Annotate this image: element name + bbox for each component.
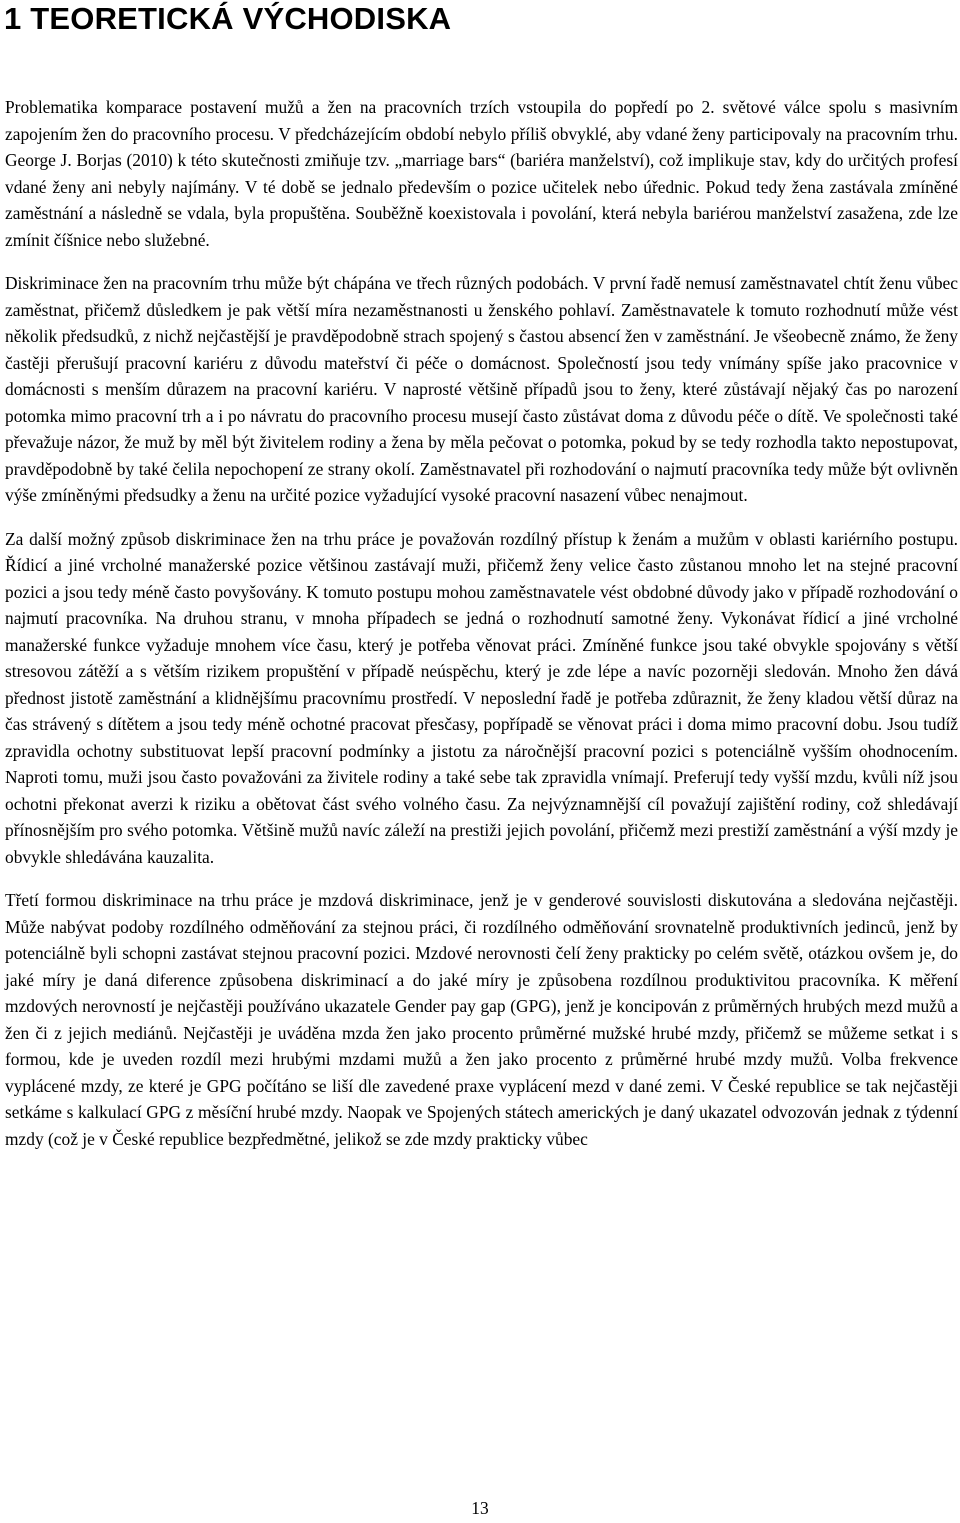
chapter-heading: 1 TEORETICKÁ VÝCHODISKA <box>4 1 452 36</box>
paragraph-intro: Problematika komparace postavení mužů a žen na pracovních trzích vstoupila do popředí po 2. světové válce spolu s masivním zapojením žen do pracovního procesu. V předcházejícím období nebylo příliš obvyklé, aby vdané ženy participovaly na pracovním trhu. George J. Borjas (2010) k této skutečnosti zmiňuje tzv. „marriage bars“ (bariéra manželství), což implikuje stav, kdy do určitých profesí vdané ženy ani nebyly najímány. V té době se jednalo především o pozice učitelek nebo úřednic. Pokud tedy žena zastávala zmíněné zaměstnání a následně se vdala, byla propuštěna. Souběžně koexistovala i povolání, která nebyla bariérou manželství zasažena, zde lze zmínit číšnice nebo služebné. <box>5 97 958 250</box>
paragraph-discrimination-forms: Diskriminace žen na pracovním trhu může být chápána ve třech různých podobách. V první řadě nemusí zaměstnavatel chtít ženu vůbec zaměstnat, přičemž důsledkem je pak větší míra nezaměstnanosti u ženského pohlaví. Zaměstnavatele k tomuto rozhodnutí může vést několik předsudků, z nichž nejčastější je pravděpodobně strach spojený s častou absencí žen v zaměstnání. Je všeobecně známo, že ženy častěji přerušují pracovní kariéru z důvodu mateřství či péče o domácnost. Společností jsou tedy vnímány spíše jako pracovnice v domácnosti s menším důrazem na pracovní kariéru. V naprosté většině případů jsou to ženy, které zůstávají nějaký čas po narození potomka mimo pracovní trh a i po návratu do pracovního procesu musejí často zůstávat doma z důvodu péče o dítě. Ve společnosti také převažuje názor, že muž by měl být živitelem rodiny a žena by měla pečovat o potomka, pokud by se tedy rozhodla takto nepostupovat, pravděpodobně by také čelila nepochopení ze strany okolí. Zaměstnavatel při rozhodování o najmutí pracovníka tedy může být ovlivněn výše zmíněnými předsudky a ženu na určité pozice vyžadující vysoké pracovní nasazení vůbec nenajmout. <box>5 273 958 505</box>
paragraph-wage-discrimination: Třetí formou diskriminace na trhu práce je mzdová diskriminace, jenž je v genderové souvislosti diskutována a sledována nejčastěji. Může nabývat podoby rozdílného odměňování za stejnou práci, či rozdílného odměňování srovnatelně produktivních jedinců, jenž by potenciálně byli schopni zastávat stejnou pracovní pozici. Mzdové nerovnosti čelí ženy prakticky po celém světě, otázkou ovšem je, do jaké míry je daná diference způsobena diskriminací a do jaké míry je způsobena rozdílnou produktivitou pracovníka. K měření mzdových nerovností je nejčastěji používáno ukazatele Gender pay gap (GPG), jenž je koncipován z průměrných hrubých mezd mužů a žen či z jejich mediánů. Nejčastěji je uváděna mzda žen jako procento průměrné mužské hrubé mzdy, přičemž se můžeme setkat i s formou, kde je uveden rozdíl mezi hrubými mzdami mužů a žen jako procento z průměrné hrubé mzdy mužů. Volba frekvence vyplácené mzdy, ze které je GPG počítáno se liší dle zavedené praxe vyplácení mezd v dané zemi. V České republice se tak nejčastěji setkáme s kalkulací GPG z měsíční hrubé mzdy. Naopak ve Spojených státech amerických je daný ukazatel odvozován jednak z týdenní mzdy (což je v České republice bezpředmětné, jelikož se zde mzdy prakticky vůbec <box>5 890 958 1149</box>
body-text <box>5 94 958 1152</box>
page-number: 13 <box>471 1498 489 1518</box>
paragraph-career-advancement: Za další možný způsob diskriminace žen na trhu práce je považován rozdílný přístup k ženám a mužům v oblasti kariérního postupu. Řídicí a jiné vrcholné manažerské pozice většinou zastávají muži, přičemž ženy velice často zůstanou mnoho let na stejné pracovní pozici a jsou tedy méně často povyšovány. K tomuto postupu mohou zaměstnavatele vést obdobné důvody jako v případě rozhodování o najmutí pracovníka. Na druhou stranu, v mnoha případech se jedná o rozhodnutí samotné ženy. Vykonávat řídicí a jiné vrcholné manažerské funkce vyžaduje mnohem více času, který je potřeba věnovat práci. Zmíněné funkce jsou také obvykle spojovány s větší stresovou zátěží a s větším rizikem propuštění v případě neúspěchu, který je zde lépe a navíc pozorněji sledován. Mnoho žen dává přednost jistotě zaměstnání a klidnějšímu pracovnímu prostředí. V neposlední řadě je potřeba zdůraznit, že ženy kladou větší důraz na čas strávený s dítětem a jsou tedy méně ochotné pracovat přesčasy, popřípadě se věnovat práci i doma mimo pracovní dobu. Jsou tudíž zpravidla ochotny substituovat lepší pracovní podmínky a jistotu za náročnější pracovní pozici s potenciálně vyšším ohodnocením. Naproti tomu, muži jsou často považováni za živitele rodiny a také sebe tak zpravidla vnímají. Preferují tedy vyšší mzdu, kvůli níž jsou ochotni překonat averzi k riziku a obětovat část svého volného času. Za nejvýznamnější cíl považují zajištění rodiny, což shledávají přínosnějším pro svého potomka. Většině mužů navíc záleží na prestiži jejich povolání, přičemž mezi prestiží zaměstnání a výší mzdy je obvykle shledávána kauzalita. <box>5 528 958 867</box>
